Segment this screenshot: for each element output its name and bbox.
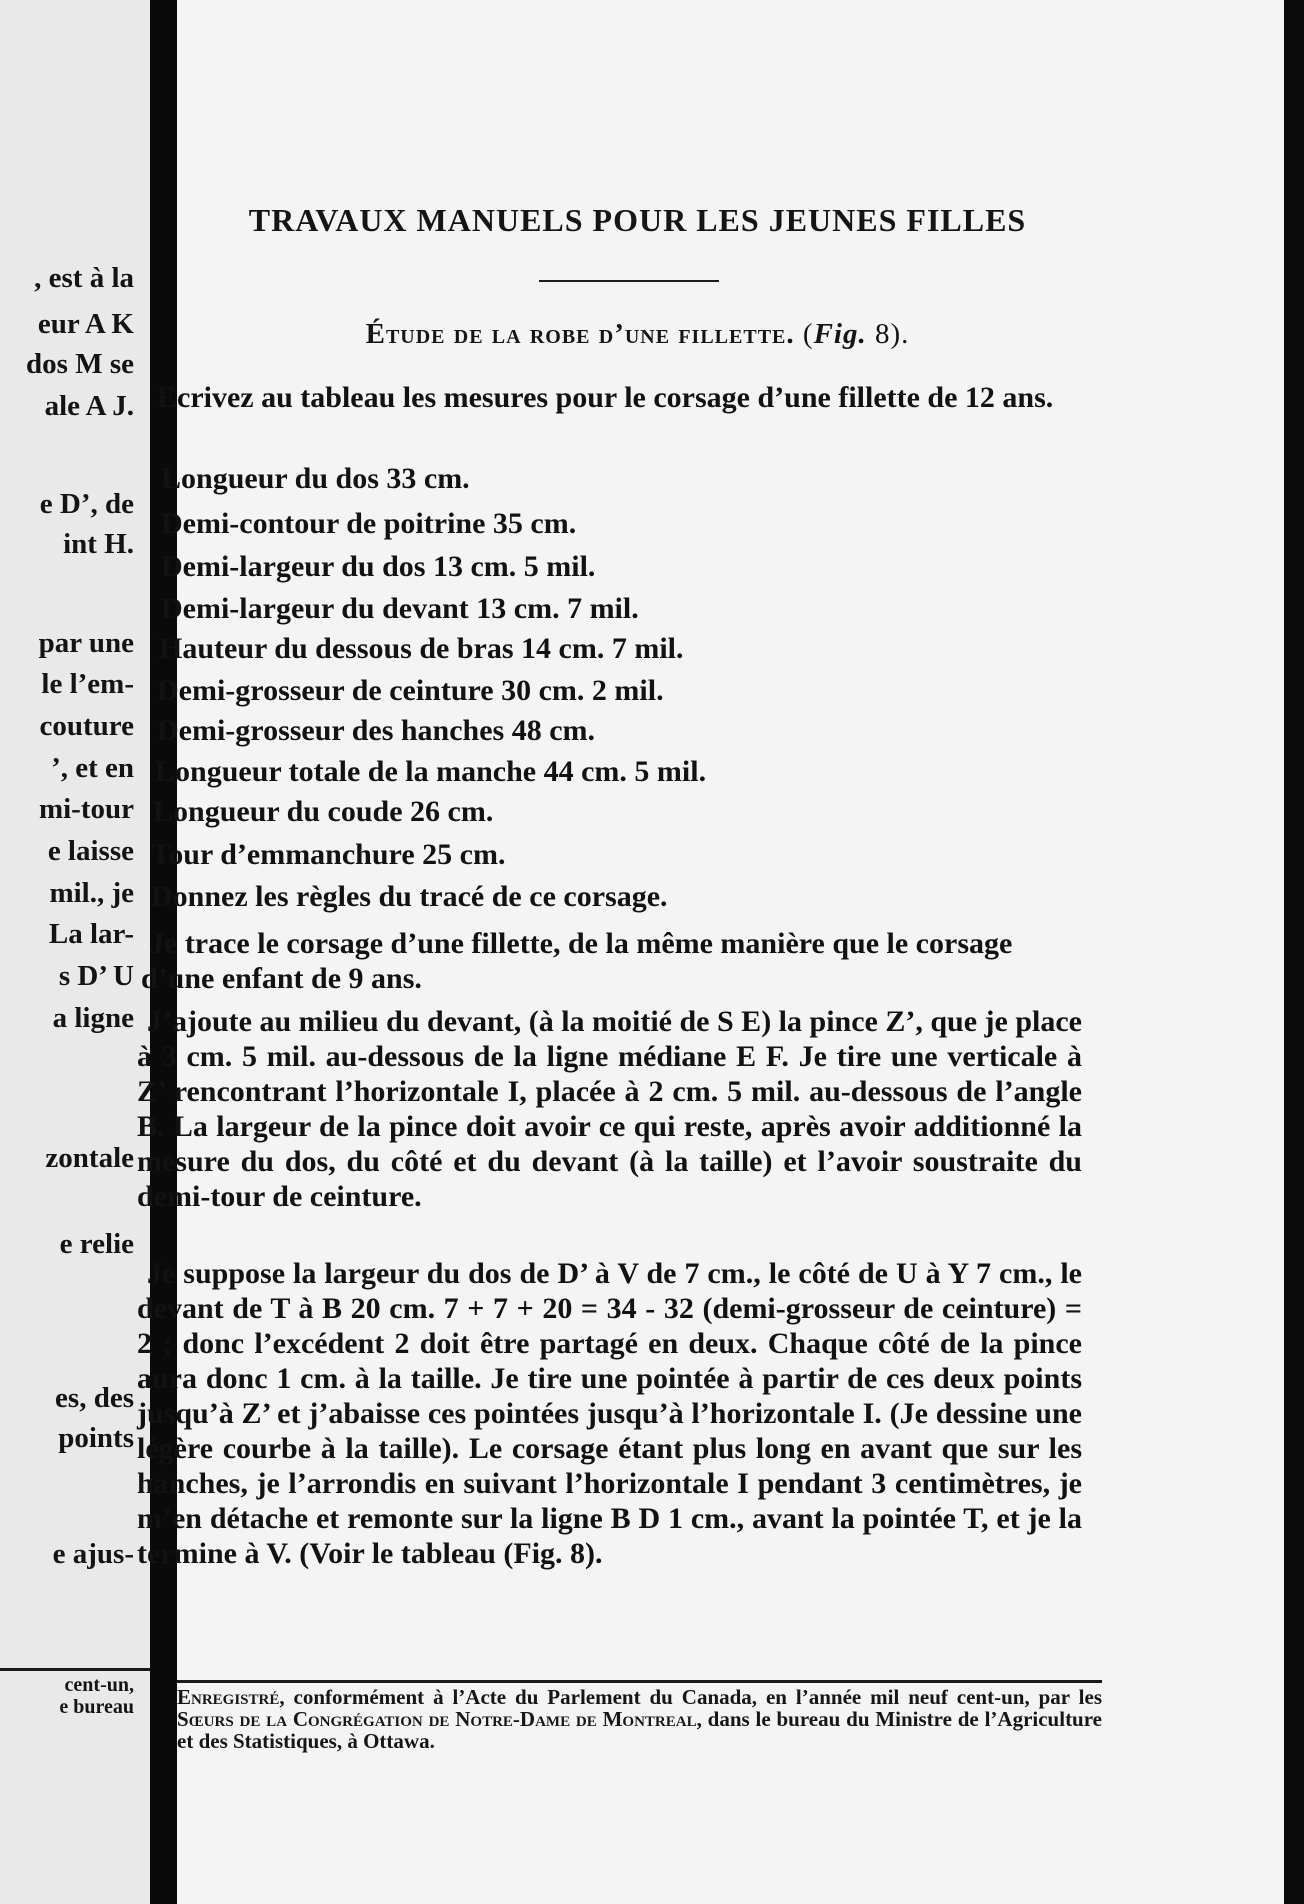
measurement-item: Demi-largeur du dos 13 cm. 5 mil. [161, 550, 596, 583]
left-line: La lar- [48, 918, 134, 950]
measurement-item: Tour d’emmanchure 25 cm. [151, 838, 506, 871]
right-edge-shadow [1284, 0, 1304, 1904]
subtitle-fig-number: 8). [874, 318, 910, 350]
left-line: mil., je [49, 877, 134, 909]
footnote-text-2: , dans le bureau du Ministre de l’Agriculture et des Statistiques, à Ottawa. [177, 1707, 1102, 1753]
left-footer-line: e bureau [59, 1696, 134, 1718]
title-divider [539, 280, 719, 282]
intro-paragraph: Ecrivez au tableau les mesures pour le corsage d’une fillette de 12 ans. [157, 381, 1054, 414]
subtitle-fig-open: ( [802, 318, 814, 350]
left-line: a ligne [52, 1002, 134, 1034]
left-line: e ajus- [52, 1538, 134, 1570]
left-line: e relie [59, 1228, 134, 1260]
left-line: eur A K [37, 308, 134, 340]
measurement-item: Hauteur du dessous de bras 14 cm. 7 mil. [159, 632, 684, 665]
measurement-item: Demi-grosseur de ceinture 30 cm. 2 mil. [157, 674, 664, 707]
measurement-item: Demi-contour de poitrine 35 cm. [161, 507, 577, 540]
left-line: ale A J. [44, 390, 134, 422]
left-line: par une [38, 627, 134, 659]
measurement-item: Longueur du coude 26 cm. [153, 795, 494, 828]
left-page-fragment [0, 0, 150, 1904]
left-line: le l’em- [41, 668, 134, 700]
paragraph-largeur: Je suppose la largeur du dos de D’ à V de 7 cm., le côté de U à Y 7 cm., le devant de T à B 20 cm. 7 + 7 + 20 = 34 - 32 (demi-grosseur de ceinture) = 2 ; donc l’excédent 2 doit être partagé en deux. Chaque côté de la pince aura donc 1 cm. à la taille. Je tire une pointée à partir de ces deux points jusqu’à Z’ et j’abaisse ces pointées jusqu’à l’horizontale I. (Je dessine une légère courbe à la taille). Le corsage étant plus long en avant que sur les hanches, je l’arrondis en suivant l’horizontale I pendant 3 centimètres, je m’en détache et remonte sur la ligne B D 1 cm., avant la pointée T, et je la termine à V. (Voir le tableau (Fig. 8). [137, 1257, 1082, 1570]
measurement-item: Longueur totale de la manche 44 cm. 5 mil. [155, 755, 707, 788]
footnote-rule [177, 1680, 1102, 1683]
footnote-enregistre: Enregistré [177, 1685, 280, 1709]
left-line: ’, et en [51, 752, 134, 784]
measurement-item: Demi-grosseur des hanches 48 cm. [157, 714, 596, 747]
left-line: mi-tour [38, 793, 134, 825]
left-footer-line: cent-un, [64, 1674, 134, 1696]
left-line: zontale [45, 1142, 134, 1174]
right-page [137, 0, 1284, 1904]
left-line: points [58, 1422, 134, 1454]
page-title: TRAVAUX MANUELS POUR LES JEUNES FILLES [248, 202, 1027, 238]
footnote-congregation: Sœurs de la Congrégation de Notre-Dame de Montreal [177, 1707, 697, 1731]
subtitle-text: Étude de la robe d’une fillette. [365, 318, 795, 350]
section-subtitle [185, 318, 1090, 351]
left-line: , est à la [34, 262, 134, 294]
left-line: es, des [55, 1382, 134, 1414]
footnote-text-1: , conformément à l’Acte du Parlement du Canada, en l’année mil neuf cent-un, par les [279, 1685, 1102, 1709]
copyright-footnote [177, 1686, 1102, 1752]
left-line: couture [39, 710, 134, 742]
measurement-item: Donnez les règles du tracé de ce corsage. [151, 880, 668, 913]
measurement-item: Longueur du dos 33 cm. [161, 462, 470, 495]
left-line: e D’, de [39, 488, 134, 520]
left-footer-rule [0, 1668, 150, 1671]
paragraph-pince: J’ajoute au milieu du devant, (à la moitié de S E) la pince Z’, que je place à 3 cm. 5 mil. au-dessous de la ligne médiane E F. Je tire une verticale à Z’ rencontrant l’horizontale I, placée à 2 cm. 5 mil. au-dessous de l’angle B. La largeur de la pince doit avoir ce qui reste, après avoir additionné la mesure du dos, du côté et du devant (à la taille) et l’avoir soustraite du demi-tour de ceinture. [137, 1005, 1082, 1213]
left-line: s D’ U [58, 960, 134, 992]
measurement-item: Demi-largeur du devant 13 cm. 7 mil. [161, 592, 639, 625]
left-line: e laisse [47, 835, 134, 867]
left-line: dos M se [26, 348, 134, 380]
subtitle-fig-label: Fig. [813, 318, 867, 350]
paragraph-corsage: Je trace le corsage d’une fillette, de la même manière que le corsage d’une enfant de 9 ans. [141, 927, 1013, 995]
left-line: int H. [63, 528, 134, 560]
